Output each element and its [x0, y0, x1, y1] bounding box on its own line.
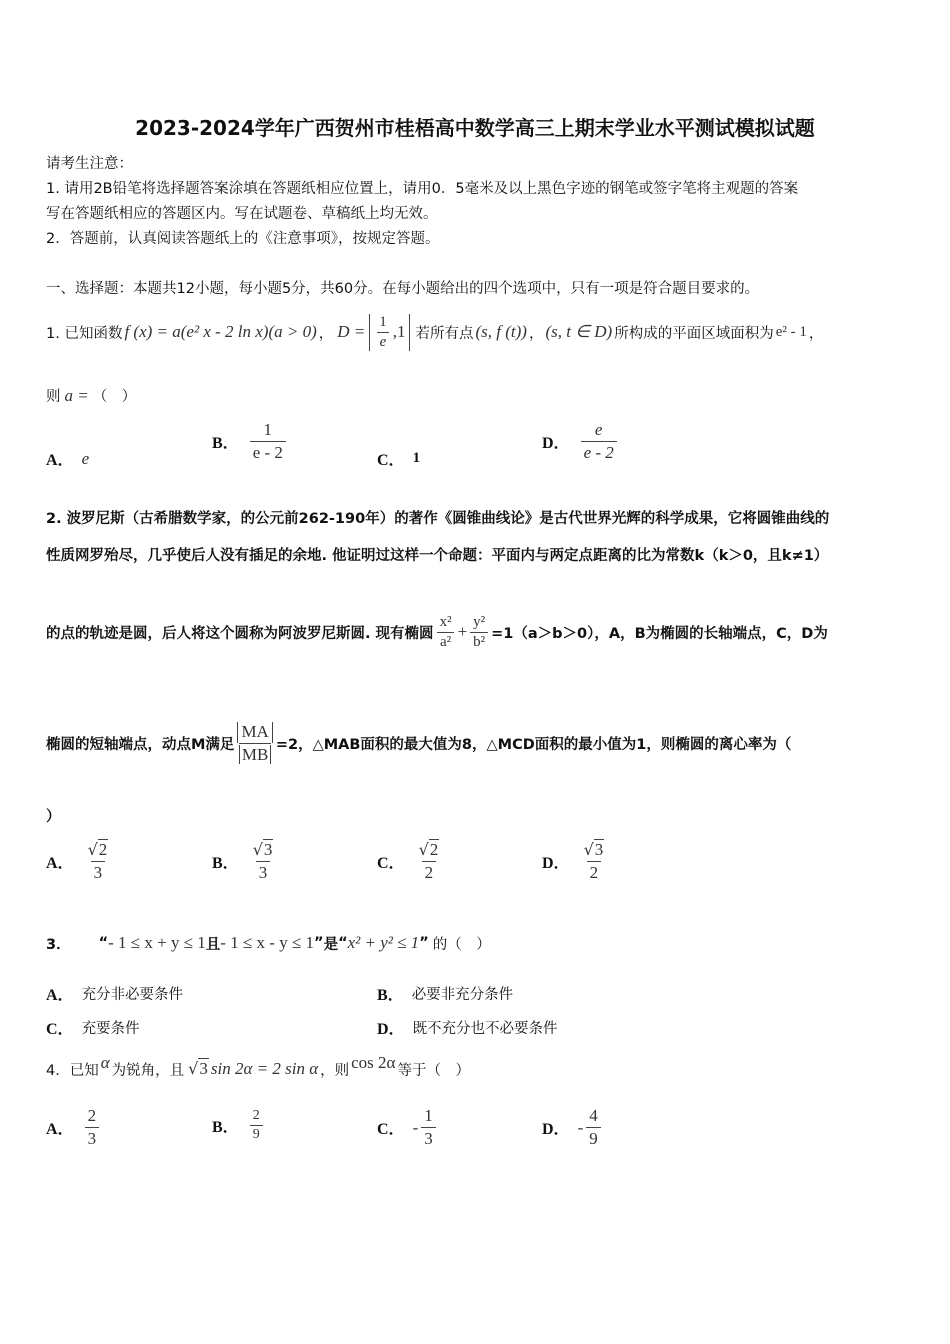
- q1-function: f (x) = a(e² x - 2 ln x)(a > 0): [124, 322, 317, 341]
- q2-ellipse-num-y: y²: [473, 613, 486, 630]
- q2-ellipse-term-x: [437, 614, 455, 651]
- q3-condition-2: - 1 ≤ x - y ≤ 1: [220, 933, 315, 952]
- q2-ratio: [237, 722, 272, 765]
- q2-option-c-label: C．: [377, 855, 405, 872]
- q2-ellipse-den-x: a²: [437, 632, 454, 651]
- q1-domain-interval: [369, 314, 409, 351]
- q1-domain-den: e: [377, 332, 390, 351]
- q2-option-d-fraction: [581, 840, 608, 883]
- q1-domain-lhs: D =: [337, 322, 366, 341]
- q1-option-b-num: 1: [263, 420, 273, 439]
- q2-ellipse-term-y: [470, 614, 488, 651]
- q4-option-d[interactable]: [542, 1106, 604, 1149]
- q3-and: 且: [205, 936, 221, 953]
- q1-option-d-num: e: [594, 420, 603, 439]
- notice-heading: 请考生注意：: [46, 156, 133, 172]
- q2-line-4: [46, 716, 791, 770]
- q3-is: 是: [323, 936, 339, 953]
- q2-option-b-radicand: 3: [263, 840, 273, 859]
- q2-option-c[interactable]: [377, 840, 445, 883]
- question-1-line-1: [46, 312, 823, 352]
- q1-then: 则: [46, 389, 61, 405]
- q3-option-b-text: 必要非充分条件: [411, 987, 514, 1003]
- q3-option-c-text: 充要条件: [81, 1021, 140, 1037]
- section-heading: 一、选择题：本题共12小题，每小题5分，共60分。在每小题给出的四个选项中，只有一项是符合题目要求的。: [46, 281, 760, 297]
- q3-option-d-label: D．: [377, 1021, 405, 1038]
- q4-option-c-num: 1: [424, 1106, 433, 1125]
- q1-option-a-label: A．: [46, 452, 74, 469]
- q1-option-d-den: e - 2: [581, 441, 617, 463]
- q1-ask: a =: [64, 385, 89, 405]
- q1-comma-2: ，: [528, 325, 544, 342]
- q2-option-d[interactable]: [542, 840, 610, 883]
- q3-option-a[interactable]: [46, 982, 183, 1005]
- q1-option-b-fraction: [250, 420, 286, 463]
- q2-option-d-sqrt: √3: [583, 840, 604, 859]
- q2-ellipse-den-y: b²: [470, 632, 488, 651]
- q2-plus: +: [457, 622, 468, 641]
- q2-option-b-sqrt: √3: [252, 840, 273, 859]
- q2-line-1: 2. 波罗尼斯（古希腊数学家，的公元前262-190年）的著作《圆锥曲线论》是古代世界光辉的科学成果，它将圆锥曲线的: [46, 511, 830, 527]
- q2-line-5: ）: [46, 809, 61, 825]
- q4-option-c-sign: -: [412, 1117, 419, 1137]
- q1-option-b[interactable]: [212, 420, 289, 463]
- q1-area: e² - 1: [775, 323, 807, 340]
- q2-ratio-num: MA: [237, 722, 272, 743]
- q1-comma: ，: [318, 325, 334, 342]
- q3-quote-close: ”: [314, 935, 324, 951]
- q4-option-b-label: B．: [212, 1119, 239, 1136]
- q1-point: (s, f (t)): [475, 322, 527, 341]
- q3-quote-open: “: [98, 935, 109, 951]
- q4-radicand: 3: [199, 1059, 208, 1078]
- q1-domain-fraction: [376, 314, 390, 351]
- q4-option-c[interactable]: [377, 1106, 439, 1149]
- q2-option-c-fraction: [416, 840, 443, 883]
- q2-option-c-radicand: 2: [429, 840, 439, 859]
- q3-number: 3．: [46, 936, 71, 953]
- q3-condition-1: - 1 ≤ x + y ≤ 1: [108, 933, 206, 952]
- q4-option-a-fraction: [85, 1106, 100, 1149]
- q4-option-b-fraction: [250, 1108, 263, 1143]
- q3-tail: 的（ ）: [432, 936, 491, 953]
- q2-option-b[interactable]: [212, 840, 279, 883]
- q1-domain-num: 1: [379, 313, 387, 330]
- q2-option-b-label: B．: [212, 855, 239, 872]
- notice-item-1b: 写在答题纸相应的答题区内。写在试题卷、草稿纸上均无效。: [46, 206, 438, 222]
- q1-option-d-fraction: [581, 420, 617, 463]
- q1-option-c-value: 1: [412, 450, 421, 466]
- q4-option-b-den: 9: [250, 1125, 263, 1143]
- q2-option-a-sqrt: √2: [87, 840, 108, 859]
- q2-option-d-den: 2: [587, 861, 602, 883]
- q4-option-d-fraction: [586, 1106, 601, 1149]
- q2-option-c-den: 2: [422, 861, 437, 883]
- q1-option-c-label: C．: [377, 452, 405, 469]
- q1-tail: ，: [808, 325, 824, 342]
- q4-option-c-fraction: [421, 1106, 436, 1149]
- q1-prefix: 1. 已知函数: [46, 325, 123, 342]
- question-3: [46, 928, 491, 958]
- q1-option-d[interactable]: [542, 420, 620, 463]
- q2-option-a-den: 3: [91, 861, 106, 883]
- q2-line-4a: 椭圆的短轴端点，动点M满足: [46, 736, 235, 753]
- q2-option-d-radicand: 3: [594, 840, 604, 859]
- q4-option-d-num: 4: [589, 1106, 598, 1125]
- q1-mid-2: 所构成的平面区域面积为: [614, 325, 774, 342]
- q1-option-b-label: B．: [212, 435, 239, 452]
- q2-line-3a: 的点的轨迹是圆，后人将这个圆称为阿波罗尼斯圆. 现有椭圆: [46, 625, 434, 642]
- q2-option-b-den: 3: [256, 861, 271, 883]
- q2-option-a-fraction: [85, 840, 112, 883]
- q4-tail: 等于（ ）: [397, 1062, 470, 1079]
- q3-quote-open-2: “: [338, 935, 348, 951]
- q3-option-d-text: 既不充分也不必要条件: [412, 1021, 558, 1037]
- q3-option-c[interactable]: [46, 1016, 140, 1039]
- q2-option-a-radicand: 2: [98, 840, 108, 859]
- q4-option-a-num: 2: [87, 1106, 97, 1125]
- q3-option-c-label: C．: [46, 1021, 74, 1038]
- q2-line-2: 性质网罗殆尽，几乎使后人没有插足的余地. 他证明过这样一个命题：平面内与两定点距离的比为常数k（k＞0，且k≠1）: [46, 548, 829, 564]
- q3-condition-3: x² + y² ≤ 1: [347, 933, 420, 952]
- q2-option-d-label: D．: [542, 855, 570, 872]
- q1-option-c[interactable]: [377, 447, 420, 470]
- q3-option-a-label: A．: [46, 987, 74, 1004]
- q4-option-b-num: 2: [252, 1108, 260, 1123]
- question-1-line-2: [46, 385, 136, 406]
- notice-item-2: 2．答题前，认真阅读答题纸上的《注意事项》，按规定答题。: [46, 231, 440, 247]
- q2-option-b-fraction: [250, 840, 277, 883]
- q4-option-d-den: 9: [586, 1127, 601, 1149]
- q1-option-a-value: e: [81, 448, 90, 468]
- q4-option-c-den: 3: [421, 1127, 436, 1149]
- q2-line-3b: =1（a＞b＞0），A，B为椭圆的长轴端点，C，D为: [491, 625, 828, 642]
- page-title: 2023-2024学年广西贺州市桂梧高中数学高三上期末学业水平测试模拟试题: [135, 116, 815, 140]
- q3-option-a-text: 充分非必要条件: [81, 987, 184, 1003]
- q4-option-a-label: A．: [46, 1121, 74, 1138]
- q1-option-a[interactable]: [46, 447, 89, 470]
- q2-option-a[interactable]: [46, 840, 114, 883]
- q1-option-b-den: e - 2: [250, 441, 286, 463]
- q4-option-b[interactable]: [212, 1108, 266, 1143]
- q3-option-d[interactable]: [377, 1016, 558, 1039]
- q4-alpha: α: [100, 1053, 110, 1072]
- q2-line-3: [46, 606, 828, 658]
- q3-option-b[interactable]: [377, 982, 513, 1005]
- q4-option-a[interactable]: [46, 1106, 102, 1149]
- q4-option-c-label: C．: [377, 1121, 405, 1138]
- q4-option-d-sign: -: [577, 1117, 584, 1137]
- q2-option-a-label: A．: [46, 855, 74, 872]
- q4-then: ，则: [320, 1062, 350, 1079]
- q4-equation: sin 2α = 2 sin α: [210, 1059, 319, 1078]
- q4-sqrt: √3: [188, 1059, 208, 1078]
- q2-line-4b: =2，△MAB面积的最大值为8，△MCD面积的最小值为1，则椭圆的离心率为（: [275, 736, 792, 753]
- q2-ellipse-num-x: x²: [439, 613, 452, 630]
- q4-ask: cos 2α: [351, 1053, 396, 1072]
- q2-ratio-den: MB: [239, 745, 271, 764]
- q1-condition: (s, t ∈ D): [545, 322, 613, 341]
- q4-option-d-label: D．: [542, 1121, 570, 1138]
- q4-mid: 为锐角，且: [111, 1062, 185, 1079]
- q3-option-b-label: B．: [377, 987, 404, 1004]
- q3-quote-close-2: ”: [419, 935, 429, 951]
- notice-item-1a: 1. 请用2B铅笔将选择题答案涂填在答题纸相应位置上，请用0．5毫米及以上黑色字迹的钢笔或签字笔将主观题的答案: [46, 181, 799, 197]
- q1-mid: 若所有点: [415, 325, 474, 342]
- q2-ratio-den-wrap: [239, 743, 271, 765]
- q1-domain-tail: ,1: [392, 322, 406, 341]
- q4-prefix: 4．已知: [46, 1062, 99, 1079]
- q2-option-c-sqrt: √2: [418, 840, 439, 859]
- q1-paren: （ ）: [92, 389, 137, 405]
- q4-option-a-den: 3: [85, 1127, 100, 1149]
- q1-option-d-label: D．: [542, 435, 570, 452]
- question-4: [46, 1052, 470, 1086]
